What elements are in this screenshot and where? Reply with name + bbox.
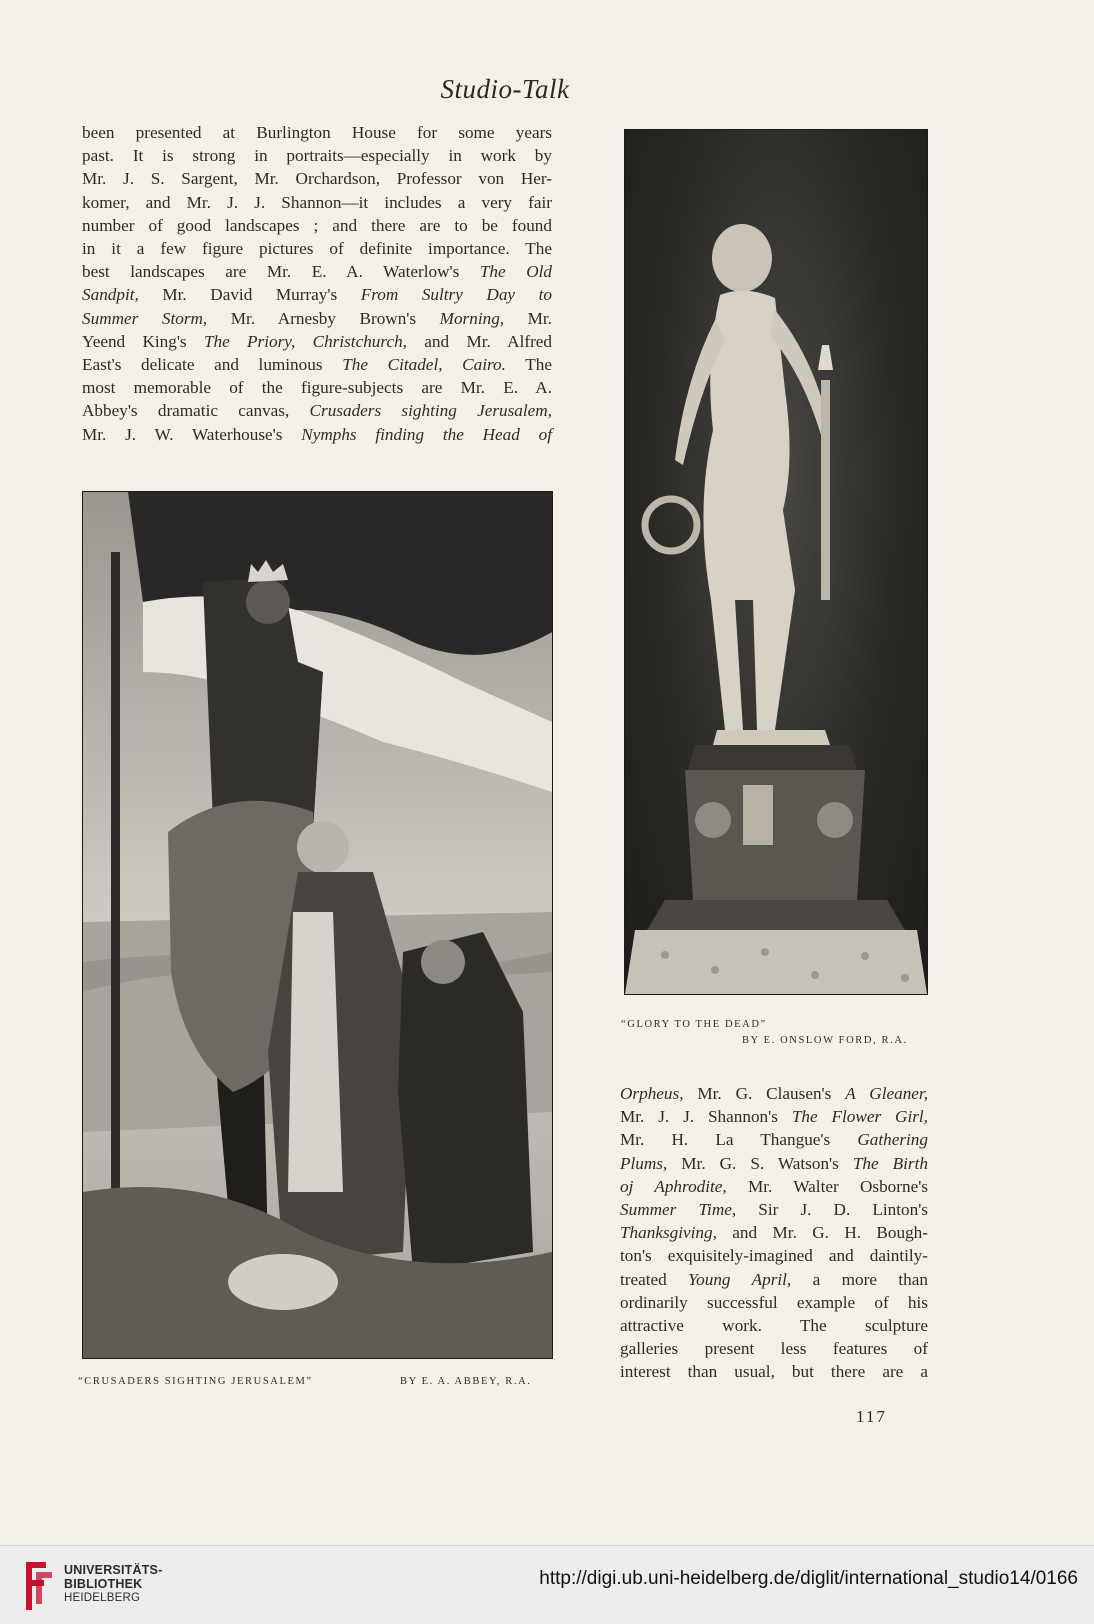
italic-title: Gathering (857, 1130, 928, 1150)
text-run: The (505, 355, 552, 375)
text-run: best landscapes are Mr. E. A. Waterlow's (82, 262, 480, 282)
italic-title: Thanksgiving, (620, 1223, 717, 1243)
text-run: treated (620, 1269, 689, 1289)
text-run: Mr. G. S. Watson's (667, 1153, 853, 1173)
text-line (82, 423, 552, 446)
text-run: and Mr. Alfred (406, 331, 553, 351)
text-line (82, 144, 552, 167)
italic-title: The Birth (852, 1153, 928, 1173)
italic-title: From Sultry Day to (360, 285, 552, 305)
text-run: Mr. J. W. Waterhouse's (82, 424, 302, 444)
text-line (82, 283, 552, 306)
crusaders-caption-artist: BY E. A. ABBEY, R.A. (400, 1376, 532, 1387)
text-run: Mr. G. Clausen's (683, 1084, 846, 1103)
text-run: Sir J. D. Linton's (736, 1200, 928, 1220)
source-url[interactable]: http://digi.ub.uni-heidelberg.de/diglit/international_studio14/0166 (539, 1568, 1078, 1589)
text-line (82, 260, 552, 283)
text-run: attractive work. The sculpture (620, 1316, 928, 1336)
glory-sculpture-plate (624, 129, 928, 995)
text-run: Mr. David Murray's (138, 285, 361, 305)
text-run: Mr. J. S. Sargent, Mr. Orchardson, Professor von Her- (82, 169, 552, 189)
glory-caption-title: “GLORY TO THE DEAD” (621, 1019, 767, 1030)
text-line (82, 376, 552, 399)
text-line (620, 1337, 928, 1360)
library-name-line1: UNIVERSITÄTS- (64, 1563, 163, 1577)
text-line (82, 237, 552, 260)
text-run: Mr. Walter Osborne's (726, 1176, 928, 1196)
text-line (82, 399, 552, 422)
italic-title: Summer Time, (620, 1200, 737, 1220)
text-run: past. It is strong in portraits—especially in work by (82, 146, 552, 166)
text-line (82, 307, 552, 330)
crusaders-painting-plate (82, 491, 553, 1359)
italic-title: Crusaders sighting Jerusalem, (309, 401, 552, 421)
glory-caption-artist: BY E. ONSLOW FORD, R.A. (742, 1035, 908, 1046)
text-line (620, 1152, 928, 1175)
text-run: Yeend King's (82, 331, 204, 351)
text-run: Mr. J. J. Shannon's (620, 1107, 792, 1127)
italic-title: oj Aphrodite, (620, 1176, 727, 1196)
text-run: in it a few figure pictures of definite importance. The (82, 239, 552, 259)
italic-title: The Old (479, 262, 553, 282)
text-line (620, 1268, 928, 1291)
text-line (82, 167, 552, 190)
crusaders-caption-title: “CRUSADERS SIGHTING JERUSALEM” (78, 1376, 313, 1387)
italic-title: A Gleaner, (845, 1084, 928, 1103)
library-name-line2: BIBLIOTHEK (64, 1577, 143, 1591)
italic-title: Young April, (688, 1269, 792, 1289)
right-text-column (620, 1082, 928, 1384)
text-line (620, 1221, 928, 1244)
text-line (620, 1128, 928, 1151)
italic-title: Morning, (439, 308, 505, 328)
glory-sculpture-image (625, 130, 927, 994)
text-line (620, 1244, 928, 1267)
page-number: 117 (856, 1407, 887, 1426)
text-run: most memorable of the figure-subjects are Mr. E. A. (82, 378, 552, 398)
italic-title: The Flower Girl, (791, 1107, 928, 1127)
text-line (82, 214, 552, 237)
text-run: galleries present less features of (620, 1339, 928, 1359)
text-line (620, 1291, 928, 1314)
library-name (64, 1563, 162, 1605)
italic-title: Summer Storm, (82, 308, 208, 328)
italic-title: Plums, (620, 1153, 668, 1173)
italic-title: The Citadel, Cairo. (342, 355, 506, 375)
left-text-column (82, 121, 552, 446)
text-line (620, 1175, 928, 1198)
text-run: and Mr. G. H. Bough- (716, 1223, 928, 1243)
italic-title: The Priory, Christchurch, (203, 331, 407, 351)
text-run: ton's exquisitely-imagined and daintily- (620, 1246, 928, 1266)
text-line (620, 1198, 928, 1221)
text-run: Mr. Arnesby Brown's (207, 308, 440, 328)
library-name-line3: HEIDELBERG (64, 1592, 141, 1604)
italic-title: Nymphs finding the Head of (301, 424, 552, 444)
text-run: Mr. (504, 308, 552, 328)
text-run: komer, and Mr. J. J. Shannon—it includes a very fair (82, 192, 552, 212)
text-line (620, 1105, 928, 1128)
text-run: East's delicate and luminous (82, 355, 343, 375)
italic-title: Orpheus, (620, 1084, 684, 1103)
text-run: Abbey's dramatic canvas, (82, 401, 310, 421)
text-run: a more than (791, 1269, 928, 1289)
library-logo-icon (22, 1558, 56, 1614)
text-line (620, 1314, 928, 1337)
text-line (620, 1082, 928, 1105)
text-run: been presented at Burlington House for some years (82, 123, 552, 142)
text-line (82, 353, 552, 376)
running-title: Studio-Talk (440, 74, 570, 104)
text-line (620, 1360, 928, 1383)
italic-title: Sandpit, (82, 285, 139, 305)
text-line (82, 121, 552, 144)
text-run: ordinarily successful example of his (620, 1292, 928, 1312)
text-line (82, 330, 552, 353)
text-run: number of good landscapes ; and there are to be found (82, 215, 552, 235)
crusaders-painting-image (83, 492, 552, 1358)
text-line (82, 191, 552, 214)
text-run: Mr. H. La Thangue's (620, 1130, 858, 1150)
digitization-footer (0, 1545, 1094, 1624)
text-run: interest than usual, but there are a (620, 1362, 928, 1382)
